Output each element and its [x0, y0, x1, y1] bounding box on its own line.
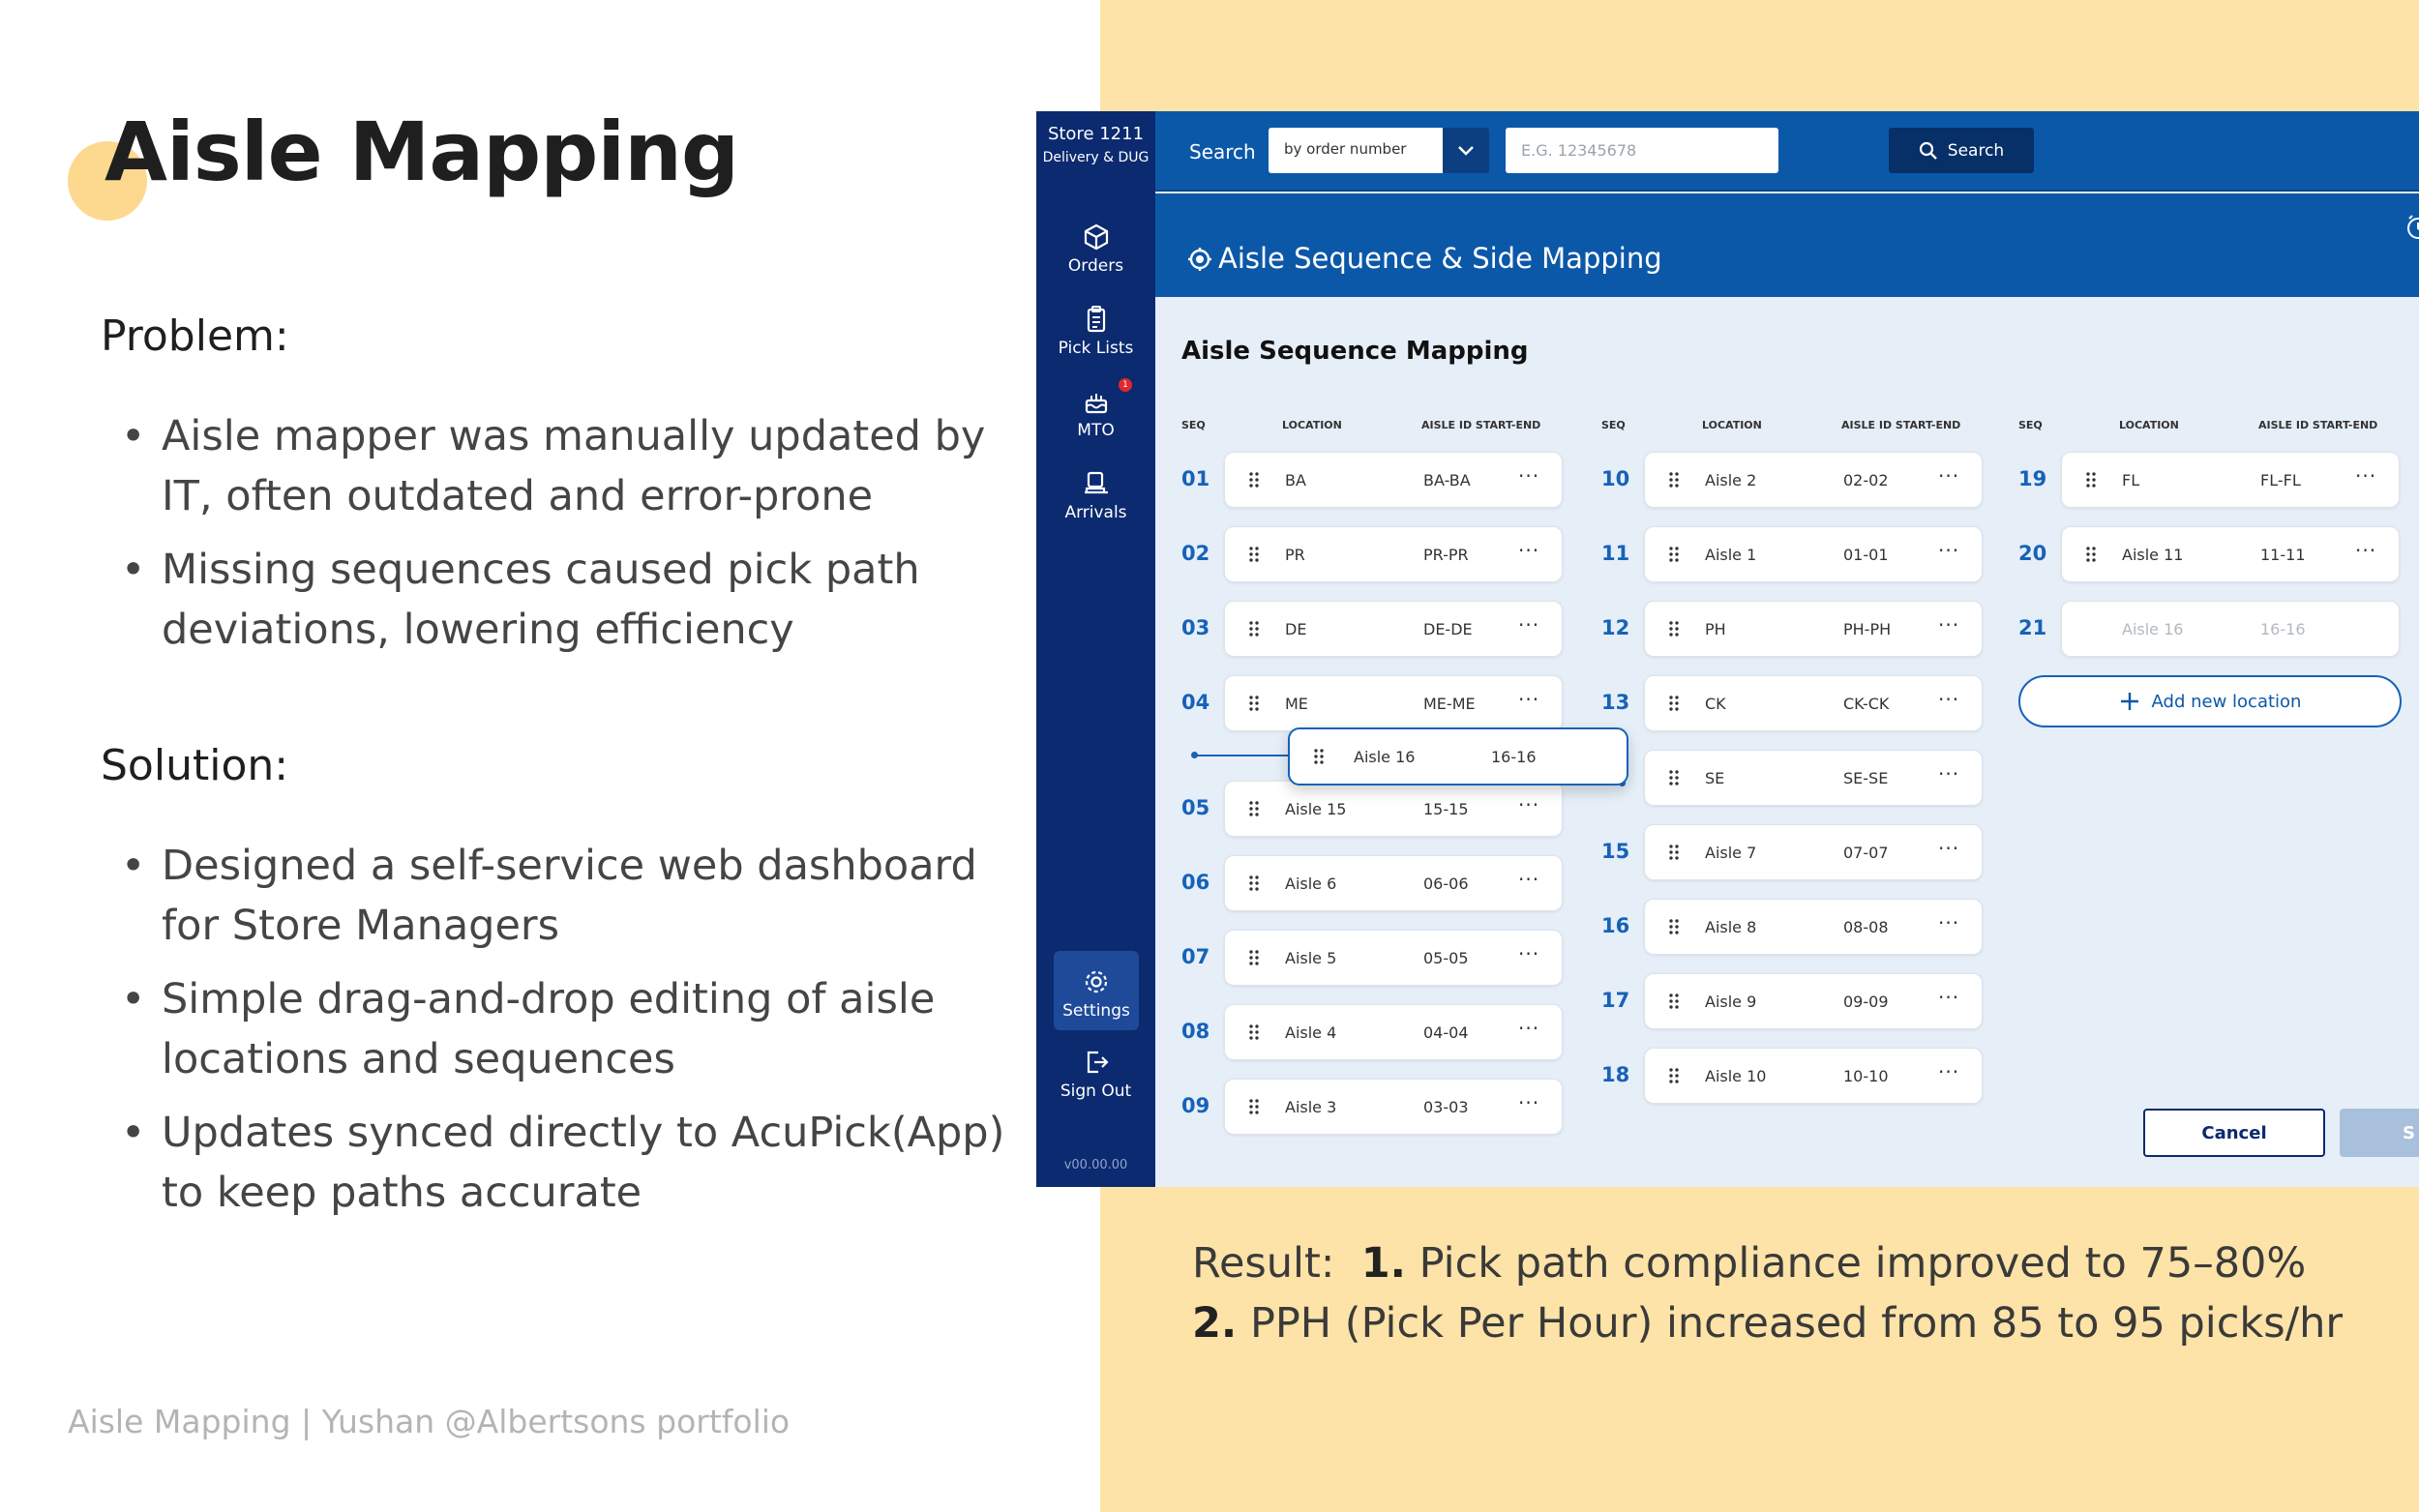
nav-orders-label: Orders [1067, 256, 1124, 276]
aisle-id-range: 15-15 [1423, 800, 1469, 818]
dragging-location: Aisle 16 [1354, 748, 1416, 766]
solution-bullet: • Designed a self-service web dashboard for Store Managers [116, 836, 1006, 956]
solution-bullet: • Updates synced directly to AcuPick(App) to keep paths accurate [116, 1103, 1006, 1223]
location-name: Aisle 7 [1705, 844, 1757, 862]
store-subtitle: Delivery & DUG [1042, 150, 1150, 165]
nav-pick-lists[interactable] [1036, 302, 1155, 358]
result-2-text: PPH (Pick Per Hour) increased from 85 to 95 picks/hr [1249, 1299, 2344, 1348]
nav-pick-lists-label: Pick Lists [1058, 339, 1134, 358]
slide-title: Aisle Mapping [105, 104, 739, 199]
drag-handle-icon[interactable] [1668, 546, 1680, 563]
problem-bullet: • Aisle mapper was manually updated by IT, often outdated and error-prone [116, 406, 1006, 526]
section-title: Aisle Sequence Mapping [1181, 337, 1529, 366]
more-options-icon[interactable]: ··· [1518, 942, 1540, 965]
more-options-icon[interactable]: ··· [1518, 793, 1540, 816]
more-options-icon[interactable]: ··· [1518, 1017, 1540, 1040]
sign-out-icon [1079, 1045, 1114, 1080]
order-number-input[interactable] [1506, 128, 1778, 173]
aisle-id-range: 07-07 [1843, 844, 1889, 862]
aisle-id-range: 01-01 [1843, 546, 1889, 564]
sequence-number: 17 [1601, 989, 1630, 1012]
search-button-label: Search [1947, 140, 2005, 161]
sequence-number: 19 [2018, 467, 2047, 490]
more-options-icon[interactable]: ··· [1938, 539, 1960, 562]
drag-handle-icon[interactable] [1668, 844, 1680, 861]
column-header-location: LOCATION [2119, 419, 2179, 431]
cake-icon [1079, 384, 1114, 419]
location-name: Aisle 10 [1705, 1067, 1767, 1085]
mto-badge: 1 [1119, 378, 1132, 392]
aisle-id-range: 04-04 [1423, 1023, 1469, 1042]
page-header [1155, 193, 2419, 297]
location-card[interactable] [1644, 675, 1983, 731]
sequence-number: 02 [1181, 542, 1210, 565]
cancel-button[interactable]: Cancel [2143, 1109, 2325, 1157]
search-type-dropdown-button[interactable] [1443, 128, 1489, 173]
location-card[interactable] [1644, 452, 1983, 508]
chevron-down-icon [1443, 128, 1489, 173]
problem-heading: Problem: [101, 311, 289, 361]
location-name: Aisle 6 [1285, 875, 1337, 893]
location-card[interactable] [1644, 973, 1983, 1029]
result-line-2 [1192, 1293, 2343, 1353]
location-name: Aisle 3 [1285, 1098, 1337, 1116]
aisle-id-range: BA-BA [1423, 471, 1471, 489]
store-name: Store 1211 [1047, 124, 1145, 144]
slide-footer: Aisle Mapping | Yushan @Albertsons portfolio [68, 1403, 791, 1440]
drag-handle-icon[interactable] [1668, 918, 1680, 935]
more-options-icon[interactable]: ··· [1518, 868, 1540, 891]
aisle-id-range: FL-FL [2260, 471, 2301, 489]
aisle-id-range: PR-PR [1423, 546, 1469, 564]
column-header-seq: SEQ [1601, 419, 1626, 431]
aisle-id-range: 03-03 [1423, 1098, 1469, 1116]
arrivals-icon [1079, 466, 1114, 501]
gear-icon [1079, 964, 1114, 999]
drop-placeholder-card[interactable] [2061, 601, 2400, 657]
nav-arrivals-label: Arrivals [1064, 503, 1127, 522]
box-icon [1079, 220, 1114, 254]
column-header-location: LOCATION [1282, 419, 1342, 431]
problem-list [116, 406, 1006, 673]
location-name: Aisle 9 [1705, 993, 1757, 1011]
drag-handle-icon[interactable] [1668, 695, 1680, 712]
result-text [1192, 1233, 2343, 1353]
drag-handle-icon[interactable] [1668, 1067, 1680, 1084]
sequence-number: 01 [1181, 467, 1210, 490]
location-card[interactable] [1224, 1079, 1563, 1135]
nav-sign-out[interactable] [1036, 1045, 1155, 1101]
drag-handle-icon[interactable] [1668, 769, 1680, 786]
column-header-aisle-id: AISLE ID START-END [1841, 419, 1961, 431]
aisle-id-range: PH-PH [1843, 620, 1892, 638]
location-card[interactable] [1224, 601, 1563, 657]
location-name: Aisle 5 [1285, 949, 1337, 967]
location-card[interactable] [1644, 824, 1983, 880]
location-name: CK [1705, 695, 1726, 713]
problem-bullet: • Missing sequences caused pick path deviations, lowering efficiency [116, 540, 1006, 660]
sequence-number: 04 [1181, 691, 1210, 714]
drag-handle-icon[interactable] [1248, 1098, 1260, 1115]
aisle-id-range: 16-16 [2260, 620, 2306, 638]
drag-handle-icon[interactable] [1248, 949, 1260, 966]
sequence-number: 16 [1601, 914, 1630, 937]
drag-handle-icon[interactable] [2085, 546, 2097, 563]
nav-orders[interactable] [1036, 220, 1155, 276]
aisle-id-range: 10-10 [1843, 1067, 1889, 1085]
location-name: DE [1285, 620, 1307, 638]
location-card[interactable] [1224, 526, 1563, 582]
nav-mto-label: MTO [1077, 421, 1115, 440]
location-name: Aisle 15 [1285, 800, 1347, 818]
more-options-icon[interactable]: ··· [1938, 837, 1960, 860]
location-card[interactable] [1644, 526, 1983, 582]
plus-icon [2119, 691, 2140, 712]
location-card[interactable] [1644, 899, 1983, 955]
drop-indicator [1194, 755, 1291, 756]
column-header-seq: SEQ [2018, 419, 2043, 431]
aisle-id-range: CK-CK [1843, 695, 1890, 713]
location-name: ME [1285, 695, 1308, 713]
drag-handle-icon[interactable] [1313, 748, 1325, 765]
result-1-text: Pick path compliance improved to 75–80% [1419, 1239, 2307, 1288]
more-options-icon[interactable]: ··· [1938, 1060, 1960, 1083]
sequence-number: 10 [1601, 467, 1630, 490]
more-options-icon[interactable]: ··· [1938, 464, 1960, 488]
column-header-aisle-id: AISLE ID START-END [1421, 419, 1541, 431]
location-name: PR [1285, 546, 1305, 564]
more-options-icon[interactable]: ··· [1938, 911, 1960, 934]
drag-handle-icon[interactable] [1248, 471, 1260, 489]
solution-bullet: • Simple drag-and-drop editing of aisle locations and sequences [116, 969, 1006, 1089]
aisle-id-range: 08-08 [1843, 918, 1889, 936]
more-options-icon[interactable]: ··· [1938, 688, 1960, 711]
more-options-icon[interactable]: ··· [1518, 539, 1540, 562]
location-name: Aisle 16 [2122, 620, 2184, 638]
drag-handle-icon[interactable] [1248, 546, 1260, 563]
location-card[interactable] [2061, 452, 2400, 508]
location-target-icon [1187, 247, 1212, 272]
column-header-aisle-id: AISLE ID START-END [2258, 419, 2378, 431]
location-name: Aisle 1 [1705, 546, 1757, 564]
sequence-number: 18 [1601, 1063, 1630, 1086]
location-name: SE [1705, 769, 1725, 787]
nav-settings-label: Settings [1062, 1001, 1130, 1021]
search-label: Search [1189, 140, 1256, 163]
location-card[interactable] [1224, 855, 1563, 911]
sequence-number: 07 [1181, 945, 1210, 968]
drag-handle-icon[interactable] [1248, 875, 1260, 892]
sequence-number: 15 [1601, 840, 1630, 863]
add-location-label: Add new location [2151, 691, 2302, 712]
aisle-id-range: ME-ME [1423, 695, 1476, 713]
column-header-location: LOCATION [1702, 419, 1762, 431]
more-options-icon[interactable]: ··· [2355, 539, 2377, 562]
sequence-number: 09 [1181, 1094, 1210, 1117]
aisle-id-range: 06-06 [1423, 875, 1469, 893]
search-icon [1919, 141, 1938, 161]
sequence-number: 20 [2018, 542, 2047, 565]
aisle-id-range: 05-05 [1423, 949, 1469, 967]
drop-indicator-dot [1191, 752, 1198, 758]
nav-mto[interactable] [1036, 380, 1155, 440]
location-card[interactable] [1224, 675, 1563, 731]
drag-handle-icon[interactable] [1668, 471, 1680, 489]
version-label: v00.00.00 [1063, 1158, 1128, 1172]
store-info [1036, 123, 1155, 169]
sequence-number: 21 [2018, 616, 2047, 639]
nav-arrivals[interactable] [1036, 466, 1155, 522]
search-button[interactable] [1889, 128, 2034, 173]
aisle-id-range: 02-02 [1843, 471, 1889, 489]
solution-heading: Solution: [101, 741, 289, 790]
add-location-button[interactable] [2018, 675, 2402, 727]
location-card[interactable] [1644, 1048, 1983, 1104]
more-options-icon[interactable]: ··· [2355, 464, 2377, 488]
location-card[interactable] [1644, 750, 1983, 806]
aisle-id-range: DE-DE [1423, 620, 1473, 638]
save-button[interactable]: S [2340, 1109, 2419, 1157]
dragging-aisle-id: 16-16 [1491, 748, 1537, 766]
sequence-number: 12 [1601, 616, 1630, 639]
aisle-id-range: 11-11 [2260, 546, 2306, 564]
clock-icon[interactable] [2404, 213, 2419, 242]
location-card[interactable] [2061, 526, 2400, 582]
location-card[interactable] [1224, 1004, 1563, 1060]
aisle-id-range: SE-SE [1843, 769, 1889, 787]
result-2-number: 2. [1192, 1299, 1238, 1348]
more-options-icon[interactable]: ··· [1938, 613, 1960, 637]
result-prefix: Result: [1192, 1239, 1335, 1288]
sequence-number: 03 [1181, 616, 1210, 639]
sequence-number: 05 [1181, 796, 1210, 819]
more-options-icon[interactable]: ··· [1518, 1091, 1540, 1114]
drag-handle-icon[interactable] [1248, 695, 1260, 712]
sequence-number: 11 [1601, 542, 1630, 565]
more-options-icon[interactable]: ··· [1518, 688, 1540, 711]
result-1-number: 1. [1360, 1239, 1406, 1288]
page-title: Aisle Sequence & Side Mapping [1218, 242, 1662, 275]
nav-settings[interactable] [1054, 951, 1139, 1030]
more-options-icon[interactable]: ··· [1938, 762, 1960, 786]
location-name: FL [2122, 471, 2140, 489]
location-card[interactable] [1224, 781, 1563, 837]
location-card[interactable] [1224, 930, 1563, 986]
drag-handle-icon[interactable] [1668, 993, 1680, 1010]
drag-handle-icon[interactable] [1248, 800, 1260, 817]
drag-handle-icon[interactable] [2085, 471, 2097, 489]
solution-list [116, 836, 1006, 1236]
location-card[interactable] [1224, 452, 1563, 508]
nav-sign-out-label: Sign Out [1060, 1082, 1132, 1101]
location-name: Aisle 4 [1285, 1023, 1337, 1042]
drag-handle-icon[interactable] [1248, 1023, 1260, 1041]
search-type-select[interactable]: by order number [1269, 128, 1443, 173]
drag-handle-icon[interactable] [1668, 620, 1680, 637]
more-options-icon[interactable]: ··· [1518, 613, 1540, 637]
location-name: BA [1285, 471, 1306, 489]
clipboard-icon [1079, 302, 1114, 337]
sequence-number: 13 [1601, 691, 1630, 714]
location-name: Aisle 11 [2122, 546, 2184, 564]
result-line-1 [1192, 1233, 2343, 1293]
sidebar [1036, 111, 1155, 1187]
aisle-id-range: 09-09 [1843, 993, 1889, 1011]
column-header-seq: SEQ [1181, 419, 1206, 431]
location-name: PH [1705, 620, 1726, 638]
location-card[interactable] [1644, 601, 1983, 657]
sequence-number: 06 [1181, 871, 1210, 894]
location-name: Aisle 2 [1705, 471, 1757, 489]
dragging-card[interactable] [1288, 727, 1628, 786]
search-bar [1155, 111, 2419, 192]
more-options-icon[interactable]: ··· [1938, 986, 1960, 1009]
location-name: Aisle 8 [1705, 918, 1757, 936]
drag-handle-icon[interactable] [1248, 620, 1260, 637]
sequence-number: 08 [1181, 1020, 1210, 1043]
more-options-icon[interactable]: ··· [1518, 464, 1540, 488]
